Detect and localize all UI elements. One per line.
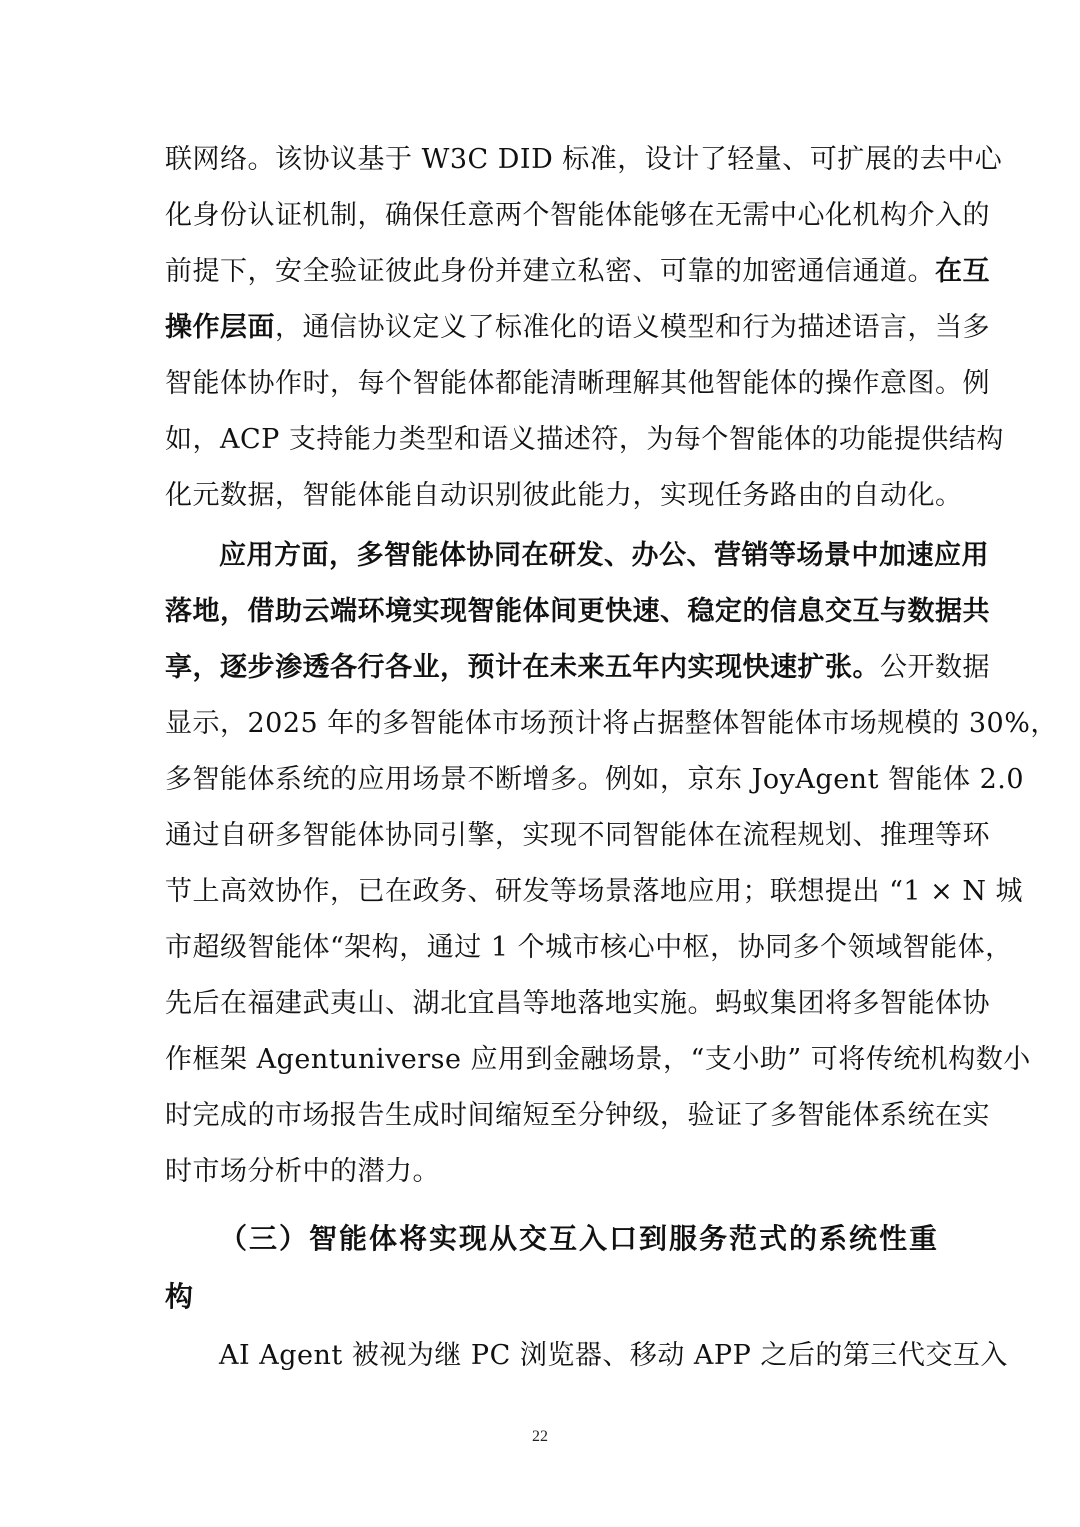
- bold-phrase: 操作层面: [165, 312, 275, 343]
- paragraph-text: 公开数据: [880, 652, 990, 683]
- paragraph-line: 如，ACP 支持能力类型和语义描述符，为每个智能体的功能提供结构: [165, 424, 1004, 455]
- paragraph-line: 作框架 Agentuniverse 应用到金融场景，“支小助” 可将传统机构数小: [165, 1044, 1031, 1075]
- bold-line: 落地，借助云端环境实现智能体间更快速、稳定的信息交互与数据共: [165, 596, 990, 627]
- paragraph-line: 化元数据，智能体能自动识别彼此能力，实现任务路由的自动化。: [165, 480, 963, 511]
- page-number: 22: [532, 1428, 548, 1445]
- paragraph-line: [165, 244, 990, 300]
- paragraph-line: [165, 300, 990, 356]
- paragraph-line: 市超级智能体“架构，通过 1 个城市核心中枢，协同多个领域智能体，: [165, 932, 1013, 963]
- paragraph-line: 时市场分析中的潜力。: [165, 1156, 440, 1187]
- heading-line: （三）智能体将实现从交互入口到服务范式的系统性重: [219, 1222, 940, 1255]
- paragraph-line: 时完成的市场报告生成时间缩短至分钟级，验证了多智能体系统在实: [165, 1100, 990, 1131]
- paragraph-line: [165, 640, 990, 696]
- bold-phrase: 享，逐步渗透各行各业，预计在未来五年内实现快速扩张。: [165, 652, 880, 683]
- heading-line: 构: [165, 1280, 196, 1313]
- paragraph-line: 通过自研多智能体协同引擎，实现不同智能体在流程规划、推理等环: [165, 820, 990, 851]
- paragraph-line: AI Agent 被视为继 PC 浏览器、移动 APP 之后的第三代交互入: [219, 1340, 1008, 1371]
- paragraph-line: 化身份认证机制，确保任意两个智能体能够在无需中心化机构介入的: [165, 200, 990, 231]
- section-heading: [165, 1210, 940, 1326]
- paragraph-applications: [165, 528, 1058, 1200]
- paragraph-line: 多智能体系统的应用场景不断增多。例如，京东 JoyAgent 智能体 2.0: [165, 764, 1025, 795]
- paragraph-line: 显示，2025 年的多智能体市场预计将占据整体智能体市场规模的 30%，: [165, 708, 1058, 739]
- paragraph-text: 前提下，安全验证彼此身份并建立私密、可靠的加密通信通道。: [165, 256, 935, 287]
- paragraph-protocol: [165, 132, 1004, 524]
- bold-line: 应用方面，多智能体协同在研发、办公、营销等场景中加速应用: [219, 540, 989, 571]
- bold-phrase: 在互: [935, 256, 990, 287]
- paragraph-line: 节上高效协作，已在政务、研发等场景落地应用；联想提出 “1 × N 城: [165, 876, 1024, 907]
- paragraph-ai-agent: [165, 1328, 1008, 1384]
- paragraph-line: 智能体协作时，每个智能体都能清晰理解其他智能体的操作意图。例: [165, 368, 990, 399]
- paragraph-text: ，通信协议定义了标准化的语义模型和行为描述语言，当多: [275, 312, 990, 343]
- paragraph-line: 联网络。该协议基于 W3C DID 标准，设计了轻量、可扩展的去中心: [165, 144, 1003, 175]
- paragraph-line: 先后在福建武夷山、湖北宜昌等地落地实施。蚂蚁集团将多智能体协: [165, 988, 990, 1019]
